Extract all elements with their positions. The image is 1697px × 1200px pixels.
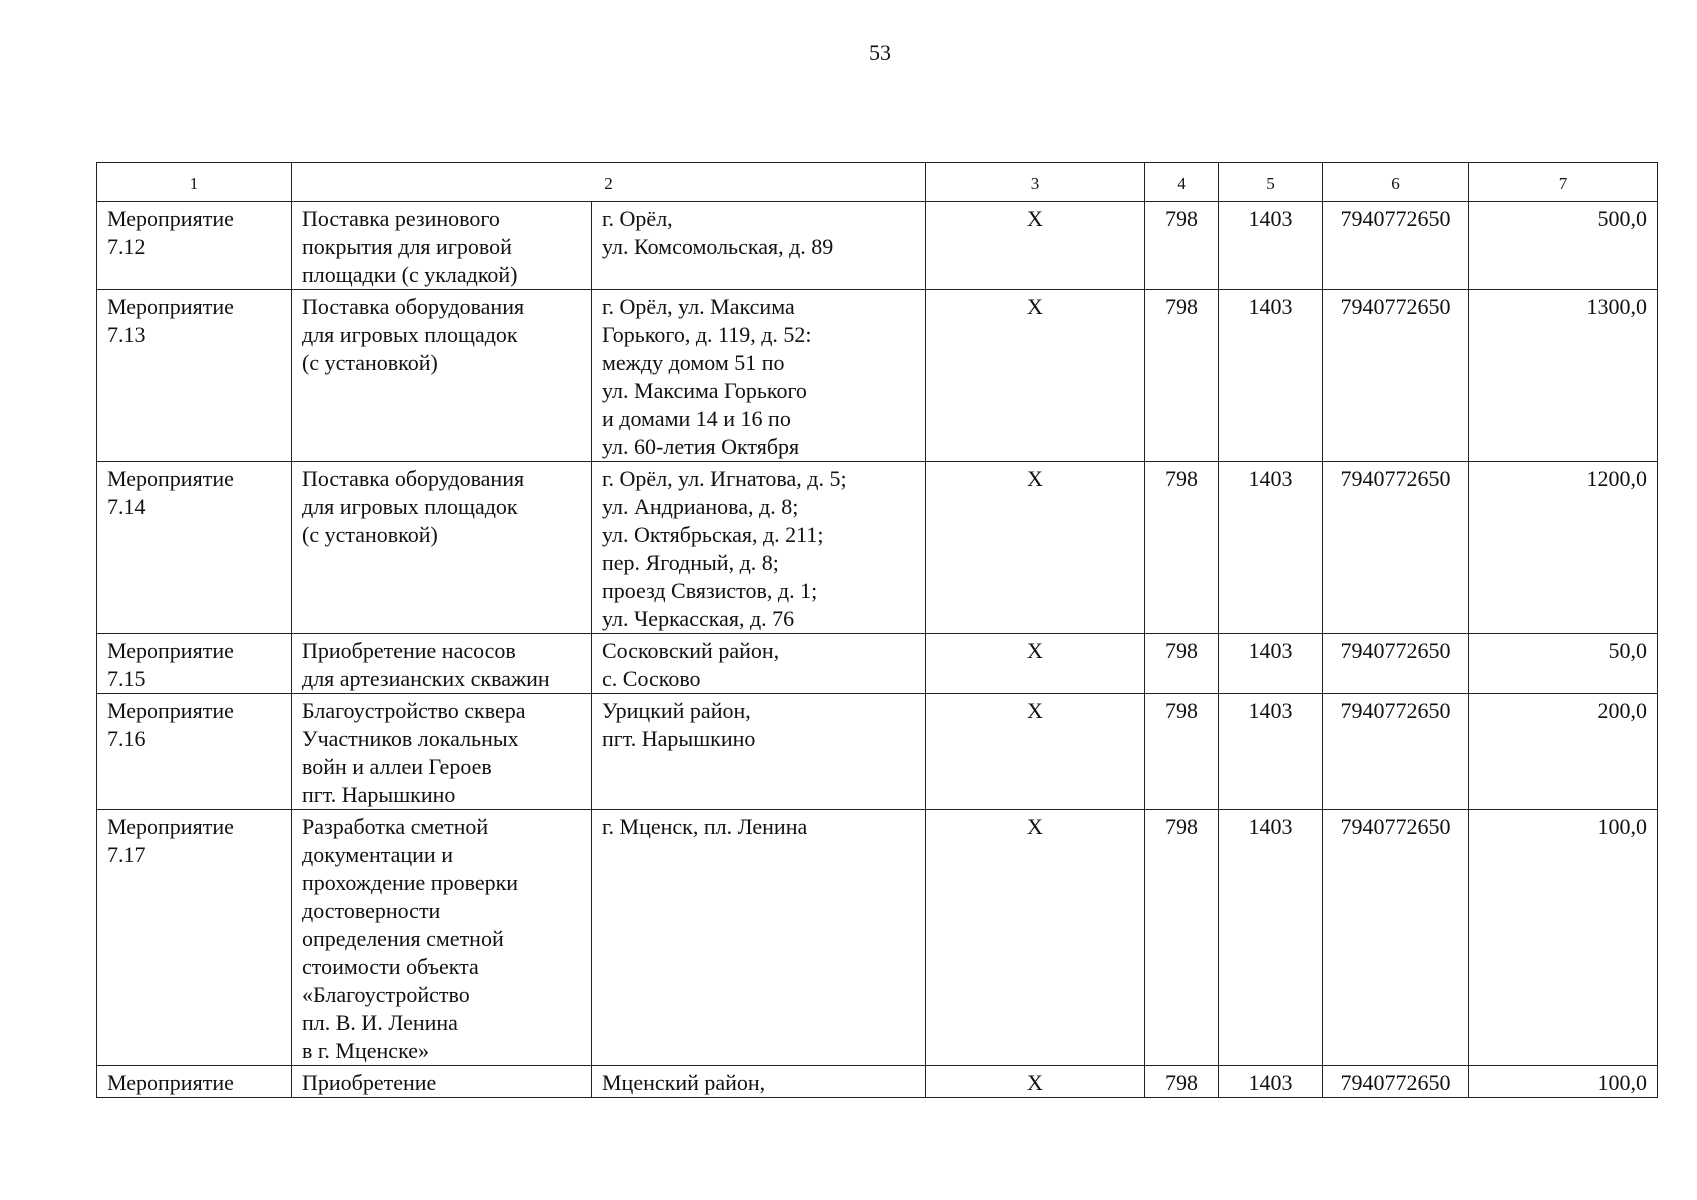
code5-cell: 1403 bbox=[1219, 462, 1323, 634]
description-cell: Приобретение насосов для артезианских скважин bbox=[292, 634, 592, 694]
events-table bbox=[96, 162, 1658, 1098]
mark-cell: X bbox=[926, 290, 1145, 462]
amount-cell: 100,0 bbox=[1469, 810, 1658, 1066]
table-row bbox=[97, 1066, 1658, 1098]
table-row bbox=[97, 202, 1658, 290]
event-cell: Мероприятие 7.13 bbox=[97, 290, 292, 462]
header-col-6: 6 bbox=[1323, 163, 1469, 202]
address-cell: г. Орёл, ул. Комсомольская, д. 89 bbox=[592, 202, 926, 290]
header-col-3: 3 bbox=[926, 163, 1145, 202]
code6-cell: 7940772650 bbox=[1323, 202, 1469, 290]
description-cell: Приобретение bbox=[292, 1066, 592, 1098]
description-cell: Разработка сметной документации и прохождение проверки достоверности определения сметной стоимости объекта «Благоустройство пл. В. И. Ленина в г. Мценске» bbox=[292, 810, 592, 1066]
code5-cell: 1403 bbox=[1219, 810, 1323, 1066]
header-col-2: 2 bbox=[292, 163, 926, 202]
amount-cell: 50,0 bbox=[1469, 634, 1658, 694]
code6-cell: 7940772650 bbox=[1323, 634, 1469, 694]
amount-cell: 1200,0 bbox=[1469, 462, 1658, 634]
code4-cell: 798 bbox=[1145, 694, 1219, 810]
mark-cell: X bbox=[926, 694, 1145, 810]
code4-cell: 798 bbox=[1145, 1066, 1219, 1098]
code6-cell: 7940772650 bbox=[1323, 290, 1469, 462]
mark-cell: X bbox=[926, 810, 1145, 1066]
address-cell: Сосковский район, с. Сосково bbox=[592, 634, 926, 694]
mark-cell: X bbox=[926, 202, 1145, 290]
event-cell: Мероприятие 7.12 bbox=[97, 202, 292, 290]
code4-cell: 798 bbox=[1145, 634, 1219, 694]
mark-cell: X bbox=[926, 634, 1145, 694]
description-cell: Поставка оборудования для игровых площадок (с установкой) bbox=[292, 290, 592, 462]
address-cell: Мценский район, bbox=[592, 1066, 926, 1098]
code4-cell: 798 bbox=[1145, 290, 1219, 462]
mark-cell: X bbox=[926, 462, 1145, 634]
description-cell: Поставка резинового покрытия для игровой площадки (с укладкой) bbox=[292, 202, 592, 290]
header-row bbox=[97, 163, 1658, 202]
description-cell: Благоустройство сквера Участников локальных войн и аллеи Героев пгт. Нарышкино bbox=[292, 694, 592, 810]
code4-cell: 798 bbox=[1145, 810, 1219, 1066]
address-cell: г. Орёл, ул. Игнатова, д. 5; ул. Андрианова, д. 8; ул. Октябрьская, д. 211; пер. Ягодный, д. 8; проезд Связистов, д. 1; ул. Черкасская, д. 76 bbox=[592, 462, 926, 634]
code5-cell: 1403 bbox=[1219, 202, 1323, 290]
page-number: 53 bbox=[869, 40, 891, 65]
header-col-1: 1 bbox=[97, 163, 292, 202]
amount-cell: 200,0 bbox=[1469, 694, 1658, 810]
event-cell: Мероприятие 7.17 bbox=[97, 810, 292, 1066]
header-col-5: 5 bbox=[1219, 163, 1323, 202]
event-cell: Мероприятие 7.16 bbox=[97, 694, 292, 810]
code4-cell: 798 bbox=[1145, 202, 1219, 290]
address-cell: г. Мценск, пл. Ленина bbox=[592, 810, 926, 1066]
table-row bbox=[97, 462, 1658, 634]
event-cell: Мероприятие 7.14 bbox=[97, 462, 292, 634]
table-row bbox=[97, 694, 1658, 810]
code5-cell: 1403 bbox=[1219, 290, 1323, 462]
code6-cell: 7940772650 bbox=[1323, 1066, 1469, 1098]
table-row bbox=[97, 634, 1658, 694]
description-cell: Поставка оборудования для игровых площадок (с установкой) bbox=[292, 462, 592, 634]
address-cell: Урицкий район, пгт. Нарышкино bbox=[592, 694, 926, 810]
address-cell: г. Орёл, ул. Максима Горького, д. 119, д. 52: между домом 51 по ул. Максима Горького и домами 14 и 16 по ул. 60-летия Октября bbox=[592, 290, 926, 462]
code5-cell: 1403 bbox=[1219, 634, 1323, 694]
code5-cell: 1403 bbox=[1219, 694, 1323, 810]
amount-cell: 100,0 bbox=[1469, 1066, 1658, 1098]
code6-cell: 7940772650 bbox=[1323, 694, 1469, 810]
event-cell: Мероприятие bbox=[97, 1066, 292, 1098]
code6-cell: 7940772650 bbox=[1323, 462, 1469, 634]
header-col-7: 7 bbox=[1469, 163, 1658, 202]
mark-cell: X bbox=[926, 1066, 1145, 1098]
event-cell: Мероприятие 7.15 bbox=[97, 634, 292, 694]
amount-cell: 500,0 bbox=[1469, 202, 1658, 290]
table-row bbox=[97, 810, 1658, 1066]
code6-cell: 7940772650 bbox=[1323, 810, 1469, 1066]
code5-cell: 1403 bbox=[1219, 1066, 1323, 1098]
header-col-4: 4 bbox=[1145, 163, 1219, 202]
table-row bbox=[97, 290, 1658, 462]
code4-cell: 798 bbox=[1145, 462, 1219, 634]
amount-cell: 1300,0 bbox=[1469, 290, 1658, 462]
